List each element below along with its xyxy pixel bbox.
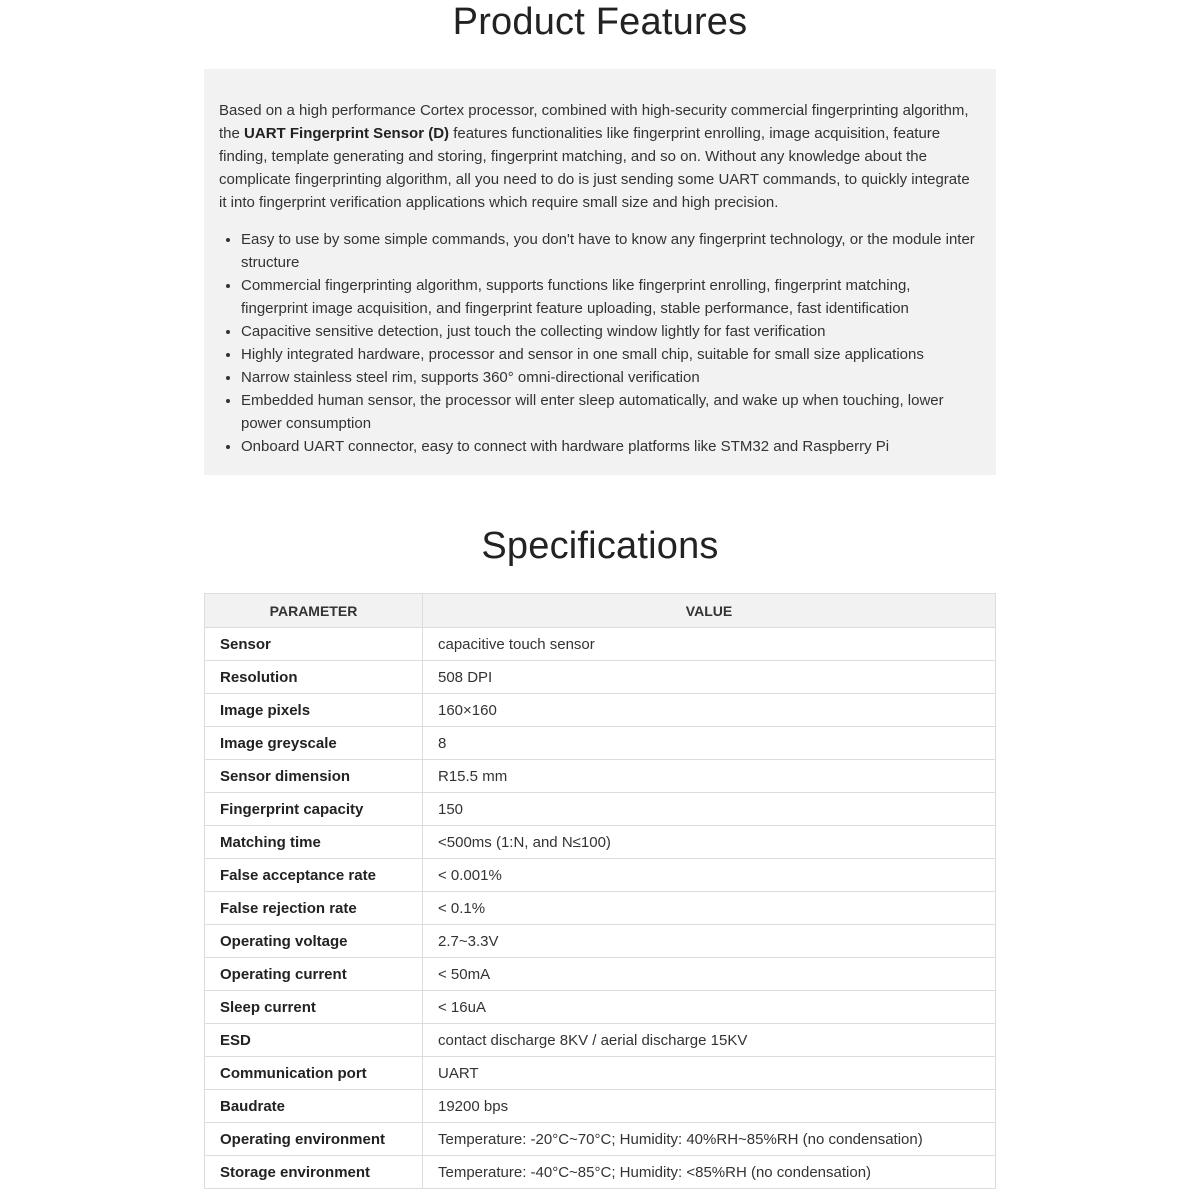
value-cell: contact discharge 8KV / aerial discharge 15KV [423,1024,996,1057]
product-name: UART Fingerprint Sensor (D) [244,125,450,142]
value-cell: 2.7~3.3V [423,925,996,958]
value-cell: 160×160 [423,694,996,727]
parameter-column-header: PARAMETER [205,594,423,628]
value-cell: 8 [423,727,996,760]
table-row [205,826,996,859]
intro-text-end: features functionalities like fingerprint enrolling, image acquisition, feature finding, template generating and storing, fingerprint matching, and so on. Without any knowledge about the complicate fingerprinting algorithm, all you need to do is just sending some UART commands, to quickly integrate it into fingerprint verification applications which require small size and high precision. [219,125,970,211]
value-cell: R15.5 mm [423,760,996,793]
product-features-title: Product Features [452,1,748,43]
parameter-cell: Sensor dimension [205,760,423,793]
parameter-cell: False rejection rate [205,892,423,925]
table-row [205,628,996,661]
value-cell: < 0.1% [423,892,996,925]
specifications-title: Specifications [481,525,719,567]
table-row [205,892,996,925]
feature-item: • Onboard UART connector, easy to connect with hardware platforms like STM32 and Raspberry Pi [241,435,980,458]
feature-item: • Easy to use by some simple commands, you don't have to know any fingerprint technology, or the module inter structure [241,228,980,274]
value-cell: 150 [423,793,996,826]
parameter-cell: Fingerprint capacity [205,793,423,826]
value-cell: 19200 bps [423,1090,996,1123]
value-cell: Temperature: -20°C~70°C; Humidity: 40%RH~85%RH (no condensation) [423,1123,996,1156]
parameter-cell: Image pixels [205,694,423,727]
table-row [205,694,996,727]
value-cell: < 0.001% [423,859,996,892]
feature-item: • Narrow stainless steel rim, supports 360° omni-directional verification [241,366,980,389]
features-intro [219,99,980,214]
feature-item: • Highly integrated hardware, processor and sensor in one small chip, suitable for small size applications [241,343,980,366]
parameter-cell: Resolution [205,661,423,694]
value-cell: <500ms (1:N, and N≤100) [423,826,996,859]
table-row [205,1090,996,1123]
parameter-cell: ESD [205,1024,423,1057]
value-column-header: VALUE [423,594,996,628]
value-cell: < 50mA [423,958,996,991]
value-cell: capacitive touch sensor [423,628,996,661]
table-row [205,925,996,958]
intro-text-start: Based on a high performance Cortex processor, combined with high-security commercial fingerprinting algorithm, the [219,102,969,142]
value-cell: 508 DPI [423,661,996,694]
feature-item: • Embedded human sensor, the processor will enter sleep automatically, and wake up when touching, lower power consumption [241,389,980,435]
parameter-cell: Image greyscale [205,727,423,760]
parameter-cell: Storage environment [205,1156,423,1189]
features-panel [204,69,996,475]
table-header-row [205,594,996,628]
value-cell: UART [423,1057,996,1090]
parameter-cell: Matching time [205,826,423,859]
feature-item: • Commercial fingerprinting algorithm, supports functions like fingerprint enrolling, fingerprint matching, fingerprint image acquisition, and fingerprint feature uploading, stable performance, fast identification [241,274,980,320]
table-row [205,859,996,892]
table-row [205,760,996,793]
value-cell: < 16uA [423,991,996,1024]
table-row [205,958,996,991]
specifications-table-body [205,628,996,1189]
table-row [205,727,996,760]
parameter-cell: Sensor [205,628,423,661]
table-row [205,1057,996,1090]
table-row [205,1024,996,1057]
parameter-cell: Sleep current [205,991,423,1024]
value-cell: Temperature: -40°C~85°C; Humidity: <85%RH (no condensation) [423,1156,996,1189]
parameter-cell: Communication port [205,1057,423,1090]
table-row [205,1123,996,1156]
parameter-cell: False acceptance rate [205,859,423,892]
feature-item: • Capacitive sensitive detection, just touch the collecting window lightly for fast verification [241,320,980,343]
parameter-cell: Operating current [205,958,423,991]
parameter-cell: Baudrate [205,1090,423,1123]
feature-list [219,228,980,458]
parameter-cell: Operating voltage [205,925,423,958]
table-row [205,661,996,694]
table-row [205,793,996,826]
table-row [205,1156,996,1189]
parameter-cell: Operating environment [205,1123,423,1156]
specifications-table [204,593,996,1189]
table-row [205,991,996,1024]
